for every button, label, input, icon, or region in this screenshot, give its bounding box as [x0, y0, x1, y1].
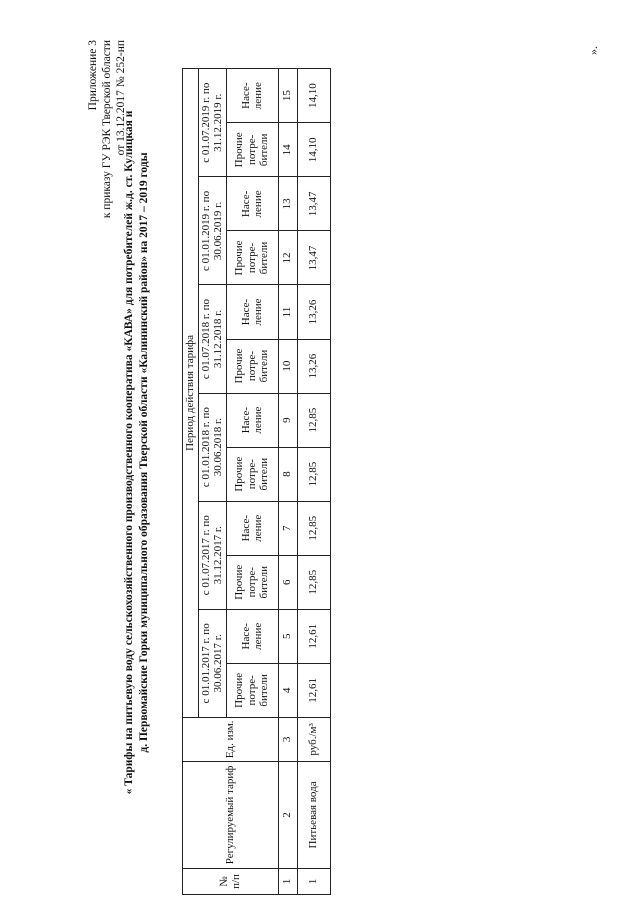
tariff-value: 14,10 — [297, 69, 330, 123]
kind-other: Прочие потре-бители — [226, 339, 278, 393]
header-tariff: Регулируемый тариф — [183, 761, 279, 868]
tariff-value: 14,10 — [297, 123, 330, 177]
column-index: 15 — [278, 69, 297, 123]
tariff-value: 13,26 — [297, 285, 330, 339]
tariff-value: 12,85 — [297, 555, 330, 609]
heading-line-1: « Тарифы на питьевую воду сельскохозяйственного производственного кооператива «КАВА» для потребителей ж.д. ст. Кулицкая и — [123, 110, 135, 795]
column-index: 10 — [278, 339, 297, 393]
column-index: 6 — [278, 555, 297, 609]
appendix-order: к приказу ГУ РЭК Тверской области — [101, 40, 113, 219]
column-index: 12 — [278, 231, 297, 285]
kind-population: Насе-ление — [226, 69, 278, 123]
column-index: 2 — [278, 761, 297, 868]
column-index: 13 — [278, 177, 297, 231]
table-row — [297, 69, 330, 895]
column-index: 8 — [278, 447, 297, 501]
kind-other: Прочие потре-бители — [226, 555, 278, 609]
tariff-value: 12,85 — [297, 447, 330, 501]
tariff-table — [182, 68, 331, 895]
header-unit: Ед. изм. — [183, 717, 279, 761]
period-header: с 01.01.2019 г. по 30.06.2019 г. — [198, 177, 226, 285]
kind-population: Насе-ление — [226, 501, 278, 555]
column-index: 9 — [278, 393, 297, 447]
period-header: с 01.07.2018 г. по 31.12.2018 г. — [198, 285, 226, 393]
heading-line-2: д. Первомайские Горки муниципального образования Тверской области «Калининский район» на 2017 – 2019 годы — [138, 152, 150, 753]
column-index: 4 — [278, 663, 297, 717]
row-tariff: Питьевая вода — [297, 761, 330, 868]
kind-population: Насе-ление — [226, 609, 278, 663]
column-index: 11 — [278, 285, 297, 339]
period-header: с 01.01.2018 г. по 30.06.2018 г. — [198, 393, 226, 501]
kind-population: Насе-ление — [226, 177, 278, 231]
row-number: 1 — [297, 868, 330, 894]
appendix-title: Приложение 3 — [87, 40, 99, 111]
kind-population: Насе-ление — [226, 393, 278, 447]
document-heading — [122, 40, 152, 865]
kind-population: Насе-ление — [226, 285, 278, 339]
tariff-value: 12,61 — [297, 609, 330, 663]
tariff-value: 13,26 — [297, 339, 330, 393]
closing-quote: ». — [586, 46, 600, 55]
column-index: 3 — [278, 717, 297, 761]
tariff-value: 12,85 — [297, 501, 330, 555]
kind-other: Прочие потре-бители — [226, 123, 278, 177]
tariff-value: 13,47 — [297, 231, 330, 285]
row-unit: руб./м³ — [297, 717, 330, 761]
kind-other: Прочие потре-бители — [226, 231, 278, 285]
column-index: 7 — [278, 501, 297, 555]
kind-other: Прочие потре-бители — [226, 663, 278, 717]
tariff-value: 13,47 — [297, 177, 330, 231]
period-header: с 01.01.2017 г. по 30.06.2017 г. — [198, 609, 226, 717]
tariff-value: 12,61 — [297, 663, 330, 717]
column-index: 5 — [278, 609, 297, 663]
header-period: Период действия тарифа — [183, 69, 199, 718]
column-index: 1 — [278, 868, 297, 894]
tariff-value: 12,85 — [297, 393, 330, 447]
period-header: с 01.07.2019 г. по 31.12.2019 г. — [198, 69, 226, 177]
period-header: с 01.07.2017 г. по 31.12.2017 г. — [198, 501, 226, 609]
appendix-date: от 13.12.2017 № 252-нп — [115, 40, 127, 156]
kind-other: Прочие потре-бители — [226, 447, 278, 501]
column-index-row — [278, 69, 297, 895]
column-index: 14 — [278, 123, 297, 177]
header-no: № п/п — [183, 868, 279, 894]
